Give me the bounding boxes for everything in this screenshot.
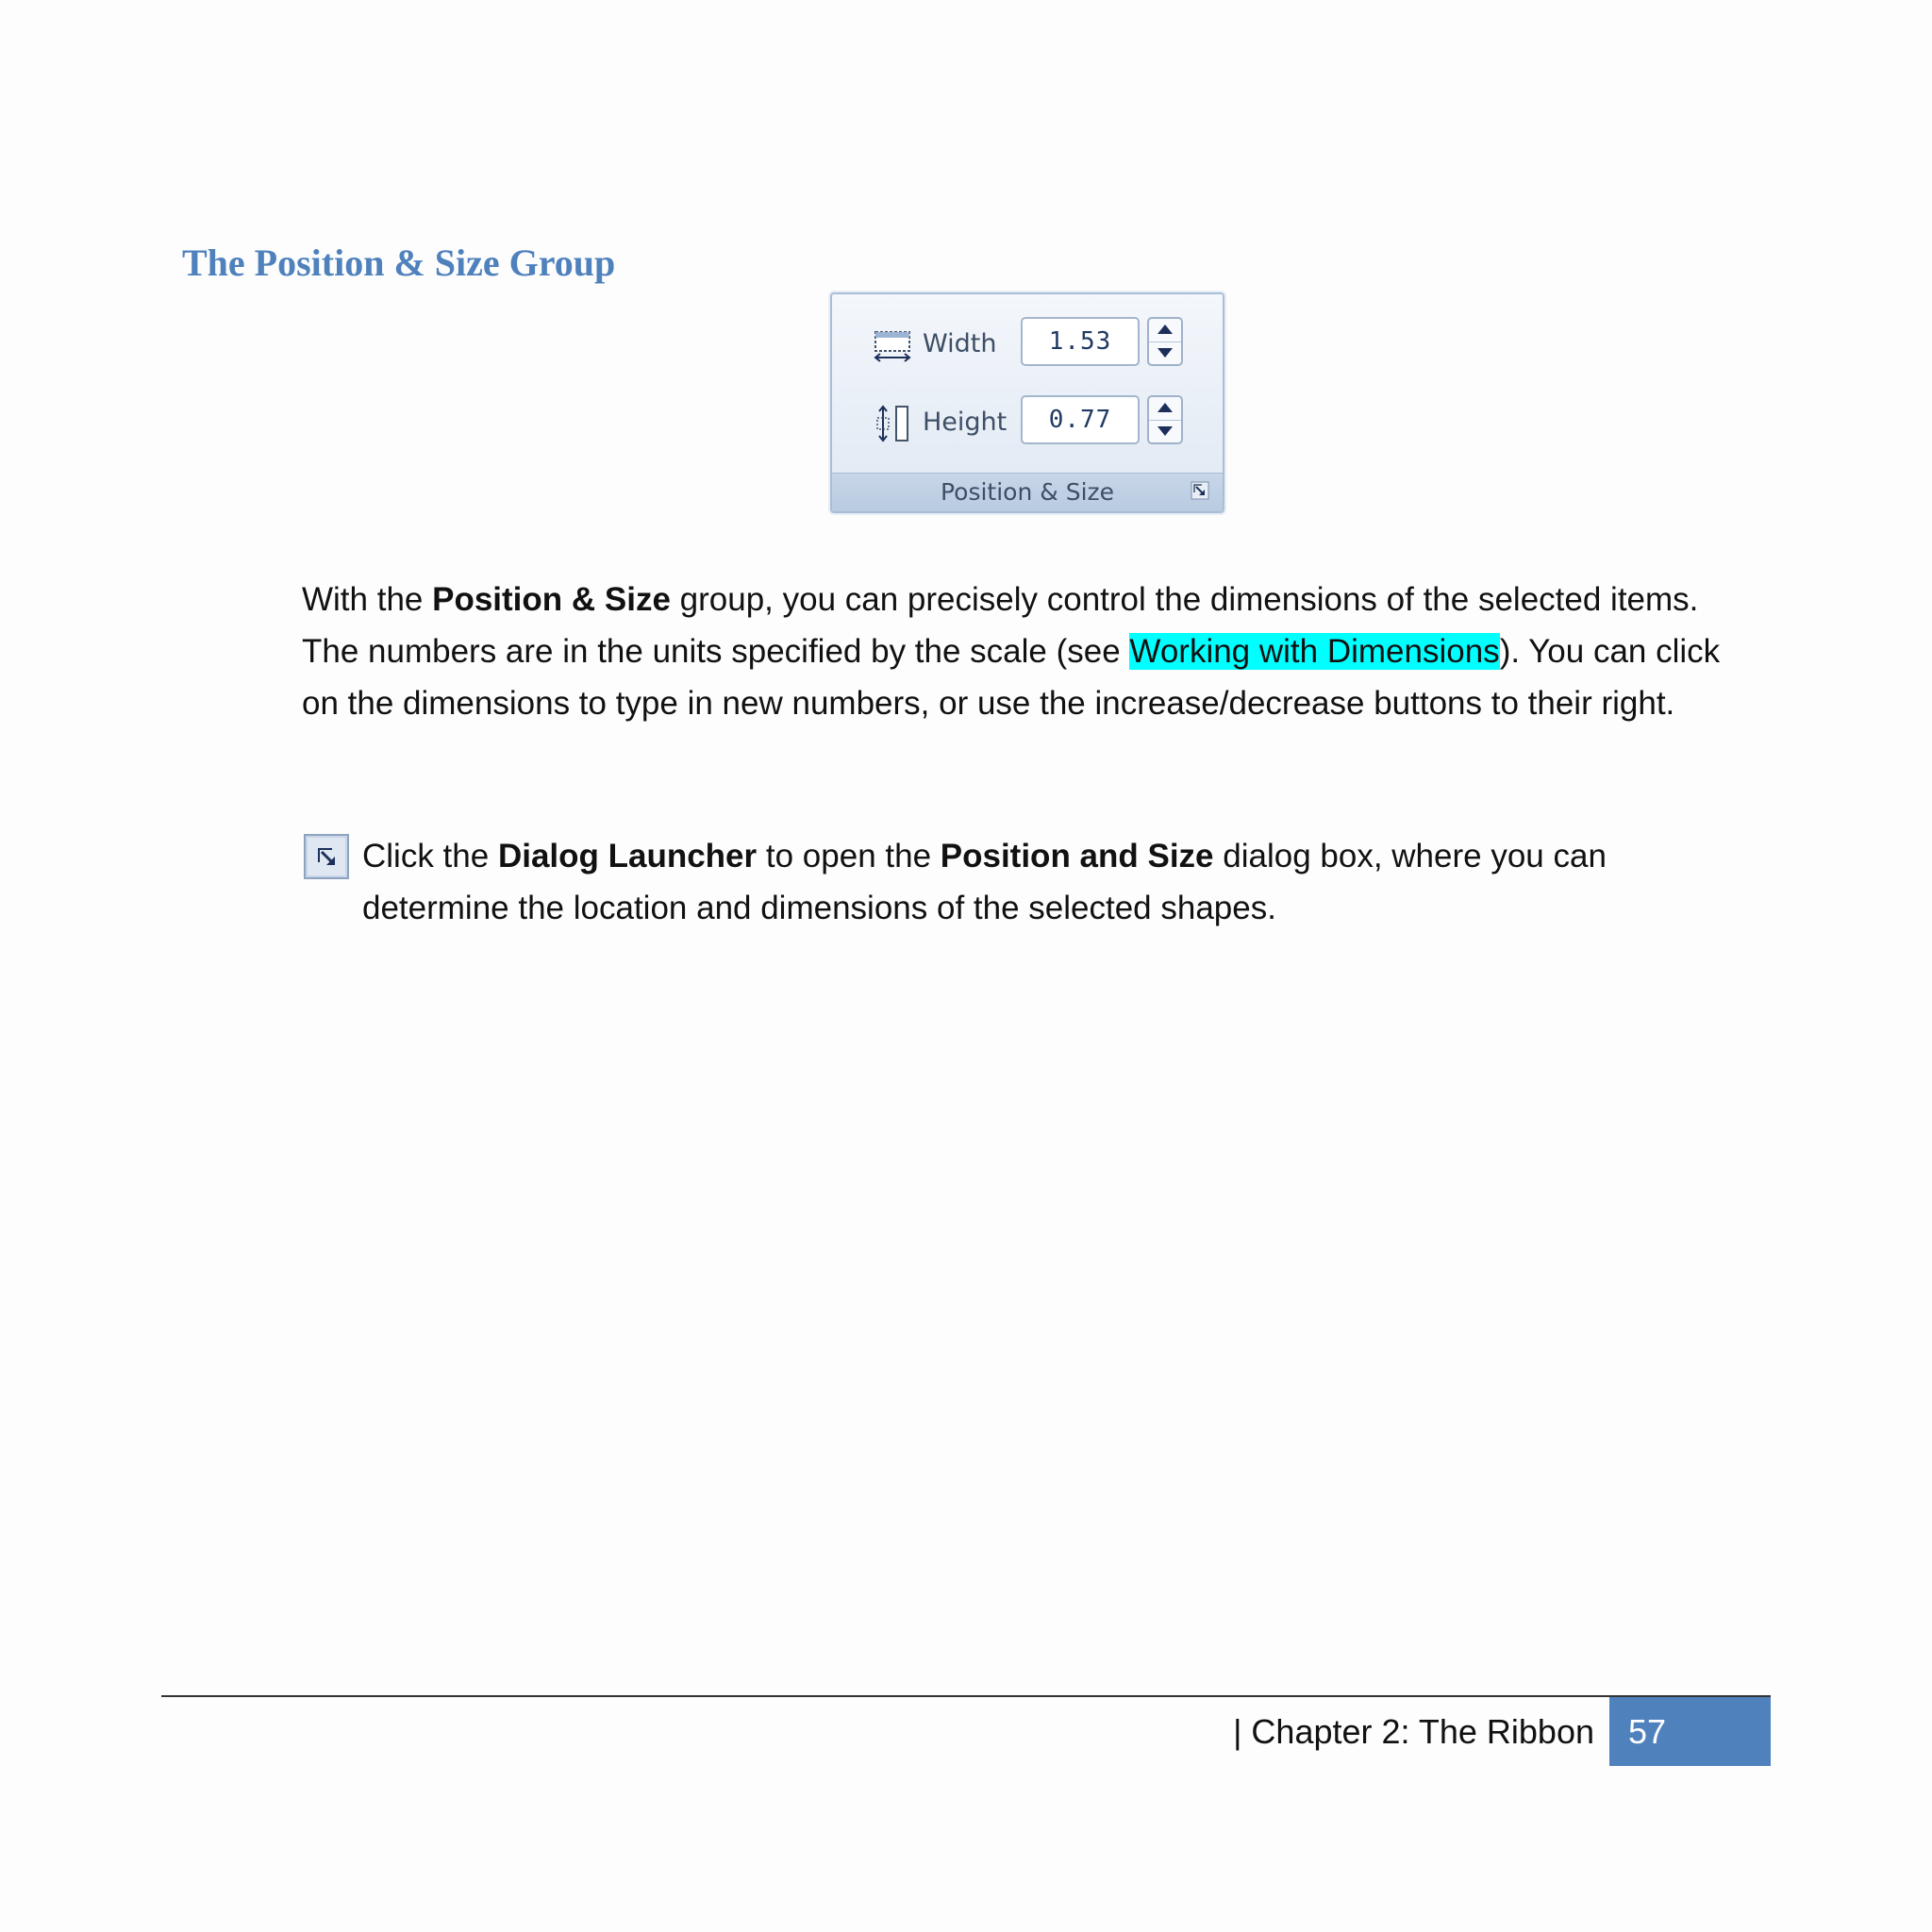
height-row	[832, 395, 1223, 450]
height-spinner	[1147, 395, 1183, 444]
height-increase-button[interactable]	[1149, 397, 1181, 421]
width-increase-button[interactable]	[1149, 319, 1181, 342]
text-run: dialog box, where you can determine the location and dimensions of the selected shapes.	[362, 838, 1607, 926]
text-run: Click the	[362, 838, 498, 874]
width-row	[832, 317, 1223, 372]
height-label: Height	[923, 408, 1008, 437]
body-paragraph	[302, 574, 1745, 729]
bold-term: Dialog Launcher	[497, 838, 758, 874]
text-run: ). You can click on the dimensions to type in new numbers, or use the increase/decrease buttons to their right.	[302, 633, 1721, 722]
width-field[interactable]: 1.53	[1021, 317, 1140, 366]
group-label: Position & Size	[940, 478, 1115, 506]
chapter-footer: | Chapter 2: The Ribbon	[1233, 1712, 1594, 1751]
width-spinner	[1147, 317, 1183, 366]
position-size-ribbon-group	[830, 292, 1224, 513]
group-footer	[832, 473, 1223, 511]
tip-text	[362, 830, 1721, 934]
section-heading: The Position & Size Group	[182, 242, 616, 284]
text-run: group, you can precisely control the dimensions of the selected items. The numbers are in the units specified by the scale (see	[302, 581, 1699, 670]
bold-term: Position and Size	[940, 838, 1214, 874]
width-label: Width	[923, 329, 997, 358]
shape-width-icon	[874, 326, 911, 364]
height-decrease-button[interactable]	[1149, 420, 1181, 442]
page-number-badge: 57	[1609, 1697, 1771, 1766]
working-with-dimensions-link[interactable]: Working with Dimensions	[1129, 633, 1500, 670]
width-decrease-button[interactable]	[1149, 341, 1181, 364]
bold-term: Position & Size	[432, 581, 671, 618]
dialog-launcher-icon	[304, 834, 349, 879]
shape-height-icon	[874, 405, 911, 442]
text-run: With the	[302, 581, 433, 618]
footer-rule	[161, 1695, 1771, 1697]
height-field[interactable]: 0.77	[1021, 395, 1140, 444]
text-run: to open the	[757, 838, 941, 874]
dialog-launcher-icon[interactable]	[1191, 481, 1209, 500]
